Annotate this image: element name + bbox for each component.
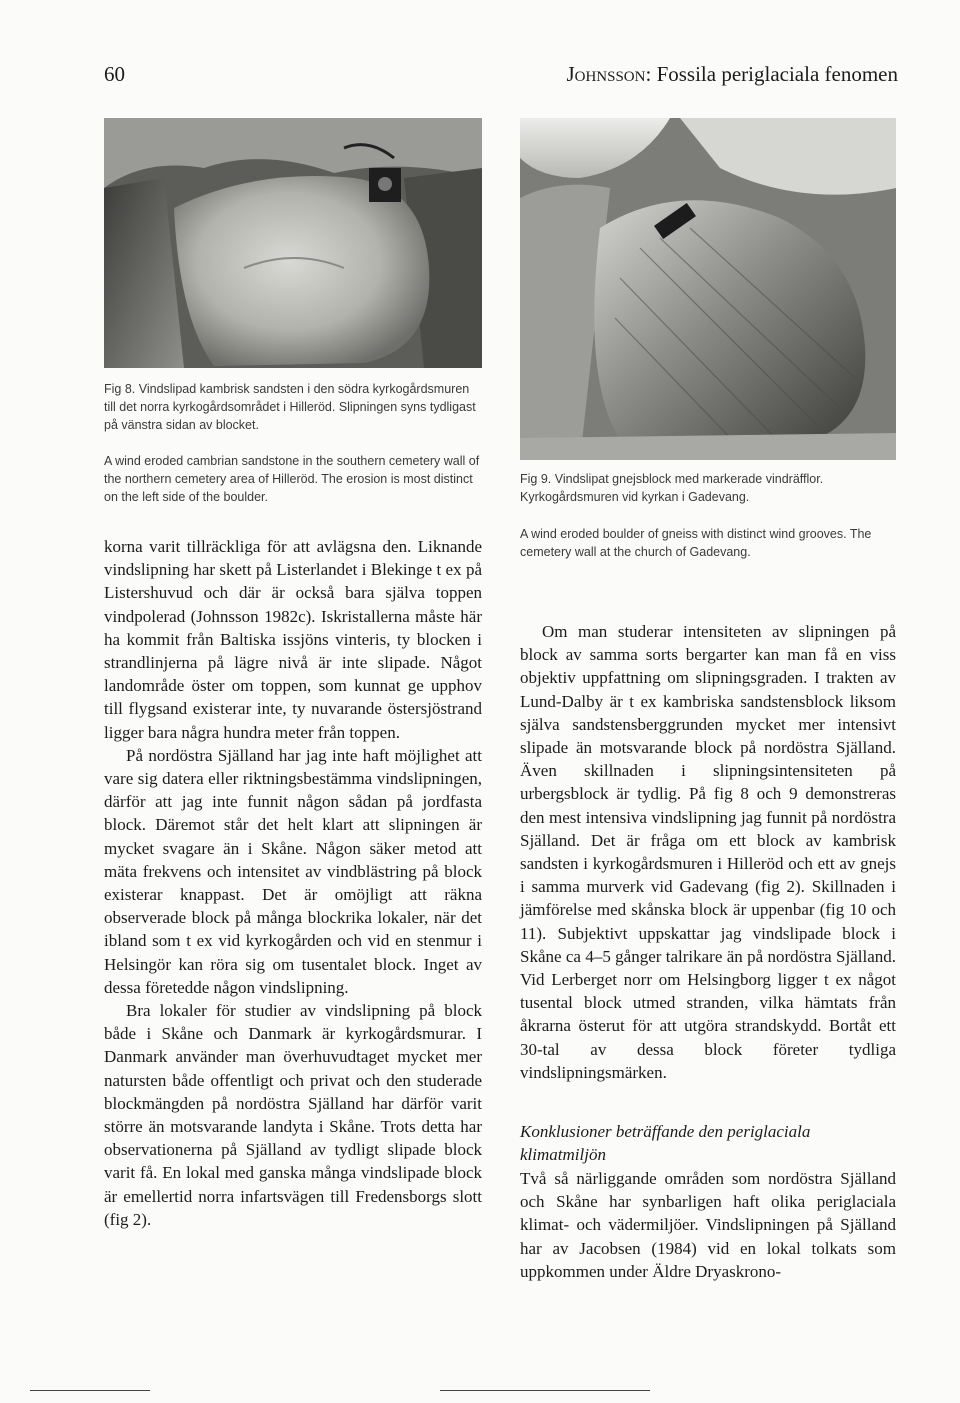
left-column <box>104 535 482 1231</box>
figure-8-image <box>104 118 482 368</box>
figure-9-image <box>520 118 896 460</box>
right-column <box>520 620 896 1084</box>
section-heading: Konklusioner beträffande den periglaciala klimatmiljön <box>520 1122 811 1165</box>
running-head-separator: : <box>645 62 657 86</box>
figure-9-caption-english: A wind eroded boulder of gneiss with distinct wind grooves. The cemetery wall at the church of Gadevang. <box>520 527 872 559</box>
section-paragraph: Två så närliggande områden som nordöstra Själland och Skåne har synbarligen haft olika periglaciala klimat- och vädermiljöer. Vindslipningen på Själland har av Jacobsen (1984) vid en lokal tolkats som uppkommen under Äldre Dryaskrono- <box>520 1169 896 1281</box>
figure-9-photo <box>520 118 896 460</box>
page-number: 60 <box>104 62 125 86</box>
running-head <box>566 62 898 87</box>
left-paragraph-1: korna varit tillräckliga för att avlägsna den. Liknande vindslipning har skett på Listerlandet i Blekinge t ex på Listershuvud och där är också bara själva toppen vindpolerad (Johnsson 1982c). Iskristallerna måste här ha kommit från Baltiska issjöns vinteris, ty blocken i strandlinjerna på lägre nivå är inte slipade. Något landområde öster om toppen, som kunnat ge upphov till flygsand existerar inte, ty nuvarande östersjöstrand ligger bara några hundra meter från toppen. <box>104 537 482 742</box>
footer-rule-left <box>30 1390 150 1391</box>
left-paragraph-2: På nordöstra Själland har jag inte haft möjlighet att vare sig datera eller riktningsbestämma vindslipningen, därför att jag inte funnit någon sådan på jordfasta block. Däremot står det helt klart att slipningen är mycket svagare än i Skåne. Någon säker metod att mäta frekvens och intensitet av vindblästring på block existerar knappast. Det är omöjligt att räkna observerade block på många blockrika lokaler, när det ibland som t ex vid kyrkogården och vid en stenmur i Helsingör kan röra sig om tusentalet block. Inget av dessa företedde någon vindslipning. <box>104 745 482 997</box>
right-paragraph-1: Om man studerar intensiteten av slipningen på block av samma sorts bergarter kan man få en viss objektiv uppfattning om slipningsgraden. I trakten av Lund-Dalby är t ex kambriska sandstensblock liksom själva sandstensberggrunden mycket mer intensivt slipade än motsvarande block på nordöstra Själland. Även skillnaden i slipningsintensiteten på urbergsblock är tydlig. På fig 8 och 9 demonstreras den mest intensiva vindslipning jag funnit på nordöstra Själland. Det är fråga om ett block av kambrisk sandsten i kyrkogårdsmuren i Hilleröd och ett av gnejs i samma murverk vid Gadevang (fig 2). Skillnaden i jämförelse med skånska block är uppenbar (fig 10 och 11). Subjektivt uppskattar jag vindslipade block i Skåne ca 4–5 gånger talrikare än på nordöstra Själland. Vid Lerberget norr om Helsingborg ligger t ex något tusental block utmed stranden, vilka hämtats från åkrarna österut för att utgöra strandskydd. Bortåt ett 30-tal av dessa block företer tydliga vindslipningsmärken. <box>520 622 896 1082</box>
figure-8-caption-swedish: Fig 8. Vindslipad kambrisk sandsten i den södra kyrkogårdsmuren till det norra kyrkogårdsområdet i Hilleröd. Slipningen syns tydligast på vänstra sidan av blocket. <box>104 382 476 432</box>
figure-8-caption-english: A wind eroded cambrian sandstone in the southern cemetery wall of the northern cemetery area of Hilleröd. The erosion is most distinct on the left side of the boulder. <box>104 454 480 504</box>
figure-8-photo <box>104 118 482 368</box>
section-body <box>520 1167 896 1283</box>
figure-9-caption-swedish: Fig 9. Vindslipat gnejsblock med markerade vindräfflor. Kyrkogårdsmuren vid kyrkan i Gadevang. <box>520 472 824 504</box>
left-paragraph-3: Bra lokaler för studier av vindslipning på block både i Skåne och Danmark är kyrkogårdsmurar. I Danmark använder man överhuvudtaget mycket mer natursten både offentligt och privat och den studerade blockmängden på nordöstra Själland har därför varit större än motsvarande landyta i Skåne. Trots detta har observationerna på Själland av tydligt slipade block varit få. En lokal med ganska många vindslipade block är emellertid norra infartsvägen till Fredensborgs slott (fig 2). <box>104 1001 482 1229</box>
running-head-author: Johnsson <box>566 62 646 86</box>
footer-rule-right <box>440 1390 650 1391</box>
running-head-title: Fossila periglaciala fenomen <box>656 62 898 86</box>
